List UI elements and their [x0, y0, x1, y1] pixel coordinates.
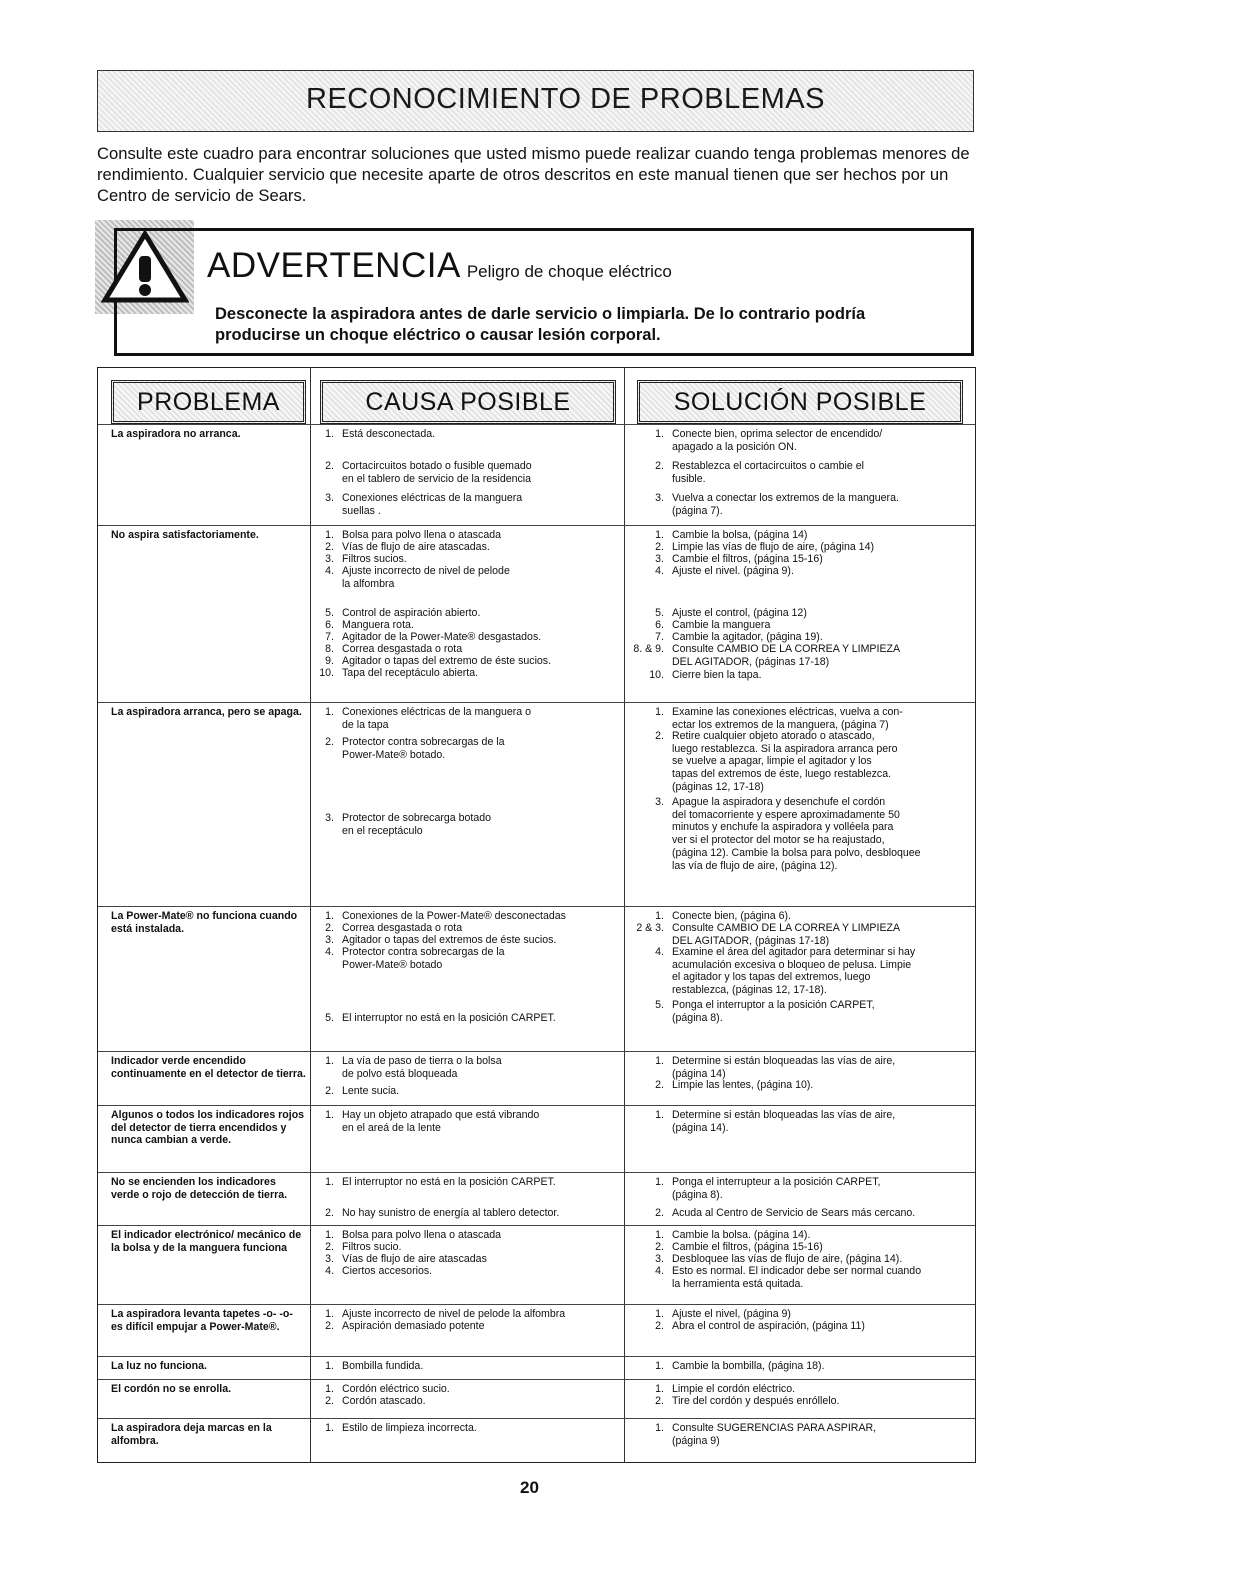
item-text: Protector de sobrecarga botado en el receptáculo: [342, 812, 491, 837]
cause-item: [312, 565, 510, 590]
item-text: Vuelva a conectar los extremos de la manguera. (página 7).: [672, 492, 899, 517]
item-number: 1.: [655, 529, 664, 541]
item-number: 1.: [325, 1229, 334, 1241]
cause-item: [312, 910, 566, 923]
item-number: 2.: [655, 1207, 664, 1219]
row-divider: [98, 702, 975, 703]
row-divider: [98, 1225, 975, 1226]
item-text: Determine si están bloqueadas las vías de aire, (página 14).: [672, 1109, 896, 1134]
item-text: Cambie la manguera: [672, 619, 771, 631]
solution-item: [628, 706, 903, 731]
item-number: 1.: [655, 428, 664, 440]
problem-text: La luz no funciona.: [111, 1360, 207, 1372]
item-text: Ponga el interruptor a la posición CARPET, (página 8).: [672, 999, 875, 1024]
item-number: 3.: [325, 492, 334, 504]
item-number: 1.: [325, 1360, 334, 1372]
item-text: Está desconectada.: [342, 428, 436, 440]
solution-item: [628, 1265, 921, 1290]
item-text: Restablezca el cortacircuitos o cambie el fusible.: [672, 460, 864, 485]
problem-text: El cordón no se enrolla.: [111, 1383, 232, 1395]
cause-item: [312, 553, 407, 566]
item-number: 4.: [325, 565, 334, 577]
item-text: Cambie la bombilla, (página 18).: [672, 1360, 825, 1372]
item-text: Filtros sucios.: [342, 553, 407, 565]
item-number: 7.: [655, 631, 664, 643]
solution-item: [628, 669, 762, 682]
row-divider: [98, 906, 975, 907]
row-divider: [98, 1304, 975, 1305]
solution-item: [628, 460, 864, 485]
item-number: 2.: [325, 1320, 334, 1332]
item-text: Esto es normal. El indicador debe ser normal cuando la herramienta está quitada.: [672, 1265, 922, 1290]
item-text: Tapa del receptáculo abierta.: [342, 667, 479, 679]
item-text: Desbloquee las vías de flujo de aire, (página 14).: [672, 1253, 903, 1265]
item-number: 2.: [325, 541, 334, 553]
item-text: El interruptor no está en la posición CARPET.: [342, 1176, 556, 1188]
header-solucion: SOLUCIÓN POSIBLE: [637, 380, 963, 424]
item-text: Bolsa para polvo llena o atascada: [342, 529, 502, 541]
solution-item: [628, 607, 807, 620]
item-number: 1.: [655, 910, 664, 922]
cause-item: [312, 541, 490, 554]
problem-text: La aspiradora arranca, pero se apaga.: [111, 706, 302, 718]
solution-item: [628, 1360, 825, 1373]
item-text: Cortacircuitos botado o fusible quemado en el tablero de servicio de la residencia: [342, 460, 532, 485]
item-text: Acuda al Centro de Servicio de Sears más cercano.: [672, 1207, 916, 1219]
item-number: 6.: [655, 619, 664, 631]
page-number: 20: [520, 1478, 539, 1497]
warning-text: Desconecte la aspiradora antes de darle servicio o limpiarla. De lo contrario podría producirse un choque eléctrico o causar lesión corporal.: [215, 305, 866, 344]
item-number: 4.: [655, 946, 664, 958]
item-text: Conecte bien, (página 6).: [672, 910, 791, 922]
item-number: 1.: [325, 1055, 334, 1067]
row-divider: [98, 1418, 975, 1419]
item-text: Cambie el filtros, (página 15-16): [672, 553, 823, 565]
cause-item: [312, 1308, 565, 1321]
cause-item: [312, 1395, 426, 1408]
cause-item: [312, 1085, 399, 1098]
cause-item: [312, 1383, 450, 1396]
solution-item: [628, 922, 900, 947]
row-divider: [98, 1172, 975, 1173]
warning-triangle-icon: [101, 230, 189, 304]
item-text: Bolsa para polvo llena o atascada: [342, 1229, 502, 1241]
cause-item: [312, 1012, 556, 1025]
item-text: Manguera rota.: [342, 619, 414, 631]
solution-item: [628, 565, 794, 578]
cause-item: [312, 812, 491, 837]
cause-item: [312, 1265, 432, 1278]
cause-item: [312, 667, 478, 680]
item-text: Ajuste el nivel. (página 9).: [672, 565, 794, 577]
item-number: 1.: [655, 1055, 664, 1067]
item-number: 7.: [325, 631, 334, 643]
item-number: 1.: [325, 1308, 334, 1320]
cause-item: [312, 736, 505, 761]
cause-item: [312, 1109, 539, 1134]
row-divider: [98, 1105, 975, 1106]
item-number: 1.: [655, 1360, 664, 1372]
cause-item: [312, 607, 480, 620]
solution-item: [628, 1109, 895, 1134]
item-text: Filtros sucio.: [342, 1241, 402, 1253]
item-number: 4.: [325, 946, 334, 958]
item-text: Apague la aspiradora y desenchufe el cordón del tomacorriente y espere aproximadamente 50 minutos y enchufe la aspiradora y volléela para ver si el protector del motor se ha reajustado, (página 12). Cambie la bolsa para polvo, desbloquee las vía de flujo de aire, (página 12).: [672, 796, 921, 872]
cause-item: [312, 922, 462, 935]
header-problema: PROBLEMA: [111, 380, 306, 424]
item-number: 1.: [325, 910, 334, 922]
item-text: Cambie la bolsa. (página 14).: [672, 1229, 811, 1241]
cause-item: [312, 428, 435, 441]
item-text: Examine el área del agitador para determinar si hay acumulación excesiva o bloqueo de pelusa. Limpie el agitador y los tapas del extremos, luego restablezca, (páginas 12, 17-18).: [672, 946, 916, 997]
item-text: El interruptor no está en la posición CARPET.: [342, 1012, 556, 1024]
column-divider: [310, 367, 311, 1463]
item-number: 3.: [325, 1253, 334, 1265]
column-divider: [624, 367, 625, 1463]
title-banner: [97, 70, 974, 132]
item-text: Estilo de limpieza incorrecta.: [342, 1422, 477, 1434]
item-number: 2 & 3.: [636, 922, 664, 934]
item-text: Determine si están bloqueadas las vías de aire, (página 14): [672, 1055, 896, 1080]
item-number: 1.: [655, 1176, 664, 1188]
solution-item: [628, 541, 874, 554]
item-text: Conexiones eléctricas de la manguera suellas .: [342, 492, 523, 517]
page-title: RECONOCIMIENTO DE PROBLEMAS: [306, 83, 825, 115]
item-text: La vía de paso de tierra o la bolsa de polvo está bloqueada: [342, 1055, 502, 1080]
item-number: 2.: [655, 1241, 664, 1253]
item-text: Bombilla fundida.: [342, 1360, 424, 1372]
item-text: Correa desgastada o rota: [342, 922, 463, 934]
item-text: Ajuste el control, (página 12): [672, 607, 807, 619]
cause-item: [312, 1055, 502, 1080]
item-number: 1.: [325, 1109, 334, 1121]
item-text: Agitador o tapas del extremo de éste sucios.: [342, 655, 552, 667]
item-number: 2.: [655, 1320, 664, 1332]
item-number: 1.: [325, 1383, 334, 1395]
item-number: 2.: [655, 730, 664, 742]
item-text: Cordón eléctrico sucio.: [342, 1383, 450, 1395]
item-text: Retire cualquier objeto atorado o atascado, luego restablezca. Si la aspiradora arranca pero se vuelve a apagar, limpie el agitador y los tapas del extremos de éste, luego restablezca. (páginas 12, 17-18): [672, 730, 898, 793]
item-text: Cierre bien la tapa.: [672, 669, 762, 681]
item-number: 1.: [655, 1109, 664, 1121]
item-number: 2.: [325, 1207, 334, 1219]
item-number: 3.: [655, 492, 664, 504]
cause-item: [312, 1207, 559, 1220]
item-number: 2.: [655, 1079, 664, 1091]
row-divider: [98, 1379, 975, 1380]
problem-text: Indicador verde encendido continuamente en el detector de tierra.: [111, 1055, 306, 1080]
item-text: Ciertos accesorios.: [342, 1265, 433, 1277]
item-number: 5.: [325, 607, 334, 619]
item-number: 2.: [325, 1395, 334, 1407]
item-text: Abra el control de aspiración, (página 11): [672, 1320, 865, 1332]
solution-item: [628, 1253, 902, 1266]
cause-item: [312, 655, 551, 668]
intro-paragraph: Consulte este cuadro para encontrar soluciones que usted mismo puede realizar cuando tenga problemas menores de rendimiento. Cualquier servicio que necesite aparte de otros descritos en este manual tienen que ser hechos por un Centro de servicio de Sears.: [97, 144, 970, 205]
item-number: 2.: [655, 1395, 664, 1407]
problem-text: La aspiradora deja marcas en la alfombra.: [111, 1422, 272, 1447]
item-number: 1.: [325, 529, 334, 541]
cause-item: [312, 460, 532, 485]
solution-item: [628, 1320, 865, 1333]
item-text: Ajuste el nivel, (página 9): [672, 1308, 791, 1320]
solution-item: [628, 910, 791, 923]
solution-item: [628, 643, 900, 668]
solution-item: [628, 1176, 880, 1201]
item-text: Tire del cordón y después enróllelo.: [672, 1395, 840, 1407]
item-number: 2.: [655, 541, 664, 553]
item-text: Conecte bien, oprima selector de encendido/ apagado a la posición ON.: [672, 428, 883, 453]
item-number: 3.: [655, 553, 664, 565]
item-text: Agitador de la Power-Mate® desgastados.: [342, 631, 542, 643]
problem-text: El indicador electrónico/ mecánico de la bolsa y de la manguera funciona: [111, 1229, 302, 1254]
item-text: Consulte SUGERENCIAS PARA ASPIRAR, (página 9): [672, 1422, 877, 1447]
item-number: 2.: [325, 922, 334, 934]
cause-item: [312, 1360, 423, 1373]
item-number: 3.: [325, 812, 334, 824]
item-number: 1.: [655, 1229, 664, 1241]
item-text: Ponga el interrupteur a la posición CARPET, (página 8).: [672, 1176, 881, 1201]
problem-text: Algunos o todos los indicadores rojos del detector de tierra encendidos y nunca cambian a verde.: [111, 1109, 305, 1147]
solution-item: [628, 1079, 813, 1092]
item-number: 5.: [325, 1012, 334, 1024]
item-text: Limpie las lentes, (página 10).: [672, 1079, 814, 1091]
solution-item: [628, 1395, 839, 1408]
solution-item: [628, 1229, 810, 1242]
solution-item: [628, 999, 875, 1024]
item-text: No hay sunistro de energía al tablero detector.: [342, 1207, 560, 1219]
item-text: Consulte CAMBIO DE LA CORREA Y LIMPIEZA DEL AGITADOR, (páginas 17-18): [672, 922, 901, 947]
item-text: Cordón atascado.: [342, 1395, 426, 1407]
item-number: 1.: [655, 1422, 664, 1434]
item-number: 10.: [319, 667, 334, 679]
solution-item: [628, 1422, 876, 1447]
solution-item: [628, 428, 882, 453]
solution-item: [628, 631, 823, 644]
cause-item: [312, 1229, 501, 1242]
item-text: Protector contra sobrecargas de la Power-Mate® botado.: [342, 736, 505, 761]
item-number: 3.: [325, 553, 334, 565]
item-text: Correa desgastada o rota: [342, 643, 463, 655]
problem-text: La Power-Mate® no funciona cuando está instalada.: [111, 910, 298, 935]
item-text: Ajuste incorrecto de nivel de pelode la alfombra: [342, 1308, 566, 1320]
item-number: 3.: [655, 1253, 664, 1265]
solution-item: [628, 492, 899, 517]
item-number: 9.: [325, 655, 334, 667]
item-text: Control de aspiración abierto.: [342, 607, 481, 619]
item-number: 2.: [655, 460, 664, 472]
cause-item: [312, 1241, 401, 1254]
cause-item: [312, 1422, 477, 1435]
item-text: Conexiones eléctricas de la manguera o de la tapa: [342, 706, 532, 731]
solution-item: [628, 1055, 895, 1080]
item-number: 3.: [325, 934, 334, 946]
problem-text: No aspira satisfactoriamente.: [111, 529, 259, 541]
cause-item: [312, 946, 505, 971]
solution-item: [628, 1207, 915, 1220]
cause-item: [312, 706, 531, 731]
item-number: 10.: [649, 669, 664, 681]
item-number: 1.: [325, 706, 334, 718]
item-number: 2.: [325, 1241, 334, 1253]
item-text: Cambie el filtros, (página 15-16): [672, 1241, 823, 1253]
solution-item: [628, 553, 823, 566]
item-number: 2.: [325, 1085, 334, 1097]
row-divider: [98, 424, 975, 425]
cause-item: [312, 631, 541, 644]
cause-item: [312, 643, 462, 656]
item-number: 5.: [655, 999, 664, 1011]
solution-item: [628, 1241, 823, 1254]
item-text: Lente sucia.: [342, 1085, 400, 1097]
solution-item: [628, 619, 770, 632]
cause-item: [312, 1253, 487, 1266]
item-text: Limpie las vías de flujo de aire, (página 14): [672, 541, 874, 553]
item-number: 8. & 9.: [633, 643, 664, 655]
cause-item: [312, 1320, 485, 1333]
item-number: 6.: [325, 619, 334, 631]
item-number: 2.: [325, 460, 334, 472]
item-number: 1.: [325, 1422, 334, 1434]
warning-subtitle: Peligro de choque eléctrico: [466, 262, 672, 281]
item-number: 2.: [325, 736, 334, 748]
solution-item: [628, 1383, 795, 1396]
problem-text: No se encienden los indicadores verde o rojo de detección de tierra.: [111, 1176, 288, 1201]
item-text: Cambie la agitador, (página 19).: [672, 631, 823, 643]
row-divider: [98, 1051, 975, 1052]
item-text: Vías de flujo de aire atascadas: [342, 1253, 487, 1265]
item-text: Limpie el cordón eléctrico.: [672, 1383, 796, 1395]
item-number: 4.: [655, 1265, 664, 1277]
header-causa: CAUSA POSIBLE: [320, 380, 616, 424]
warning-heading: [207, 246, 672, 286]
item-number: 1.: [655, 1308, 664, 1320]
item-number: 1.: [655, 706, 664, 718]
item-text: Hay un objeto atrapado que está vibrando en el areá de la lente: [342, 1109, 540, 1134]
item-text: Agitador o tapas del extremos de éste sucios.: [342, 934, 557, 946]
item-number: 4.: [655, 565, 664, 577]
item-number: 8.: [325, 643, 334, 655]
item-number: 1.: [325, 428, 334, 440]
item-number: 1.: [655, 1383, 664, 1395]
item-text: Cambie la bolsa, (página 14): [672, 529, 808, 541]
problem-text: La aspiradora levanta tapetes -o- -o- es difícil empujar a Power-Mate®.: [111, 1308, 293, 1333]
solution-item: [628, 796, 921, 872]
row-divider: [98, 525, 975, 526]
cause-item: [312, 529, 501, 542]
cause-item: [312, 492, 522, 517]
item-text: Ajuste incorrecto de nivel de pelode la alfombra: [342, 565, 510, 590]
cause-item: [312, 619, 414, 632]
warning-title: ADVERTENCIA: [207, 246, 461, 285]
solution-item: [628, 1308, 791, 1321]
solution-item: [628, 730, 898, 794]
item-text: Aspiración demasiado potente: [342, 1320, 485, 1332]
item-text: Examine las conexiones eléctricas, vuelva a con- ectar los extremos de la manguera, (página 7): [672, 706, 903, 731]
item-number: 1.: [325, 1176, 334, 1188]
item-text: Consulte CAMBIO DE LA CORREA Y LIMPIEZA DEL AGITADOR, (páginas 17-18): [672, 643, 901, 668]
cause-item: [312, 934, 556, 947]
item-text: Vías de flujo de aire atascadas.: [342, 541, 490, 553]
row-divider: [98, 1356, 975, 1357]
solution-item: [628, 529, 807, 542]
solution-item: [628, 946, 915, 997]
item-text: Conexiones de la Power-Mate® desconectadas: [342, 910, 566, 922]
cause-item: [312, 1176, 556, 1189]
item-text: Protector contra sobrecargas de la Power-Mate® botado: [342, 946, 505, 971]
item-number: 3.: [655, 796, 664, 808]
problem-text: La aspiradora no arranca.: [111, 428, 241, 440]
item-number: 4.: [325, 1265, 334, 1277]
item-number: 5.: [655, 607, 664, 619]
